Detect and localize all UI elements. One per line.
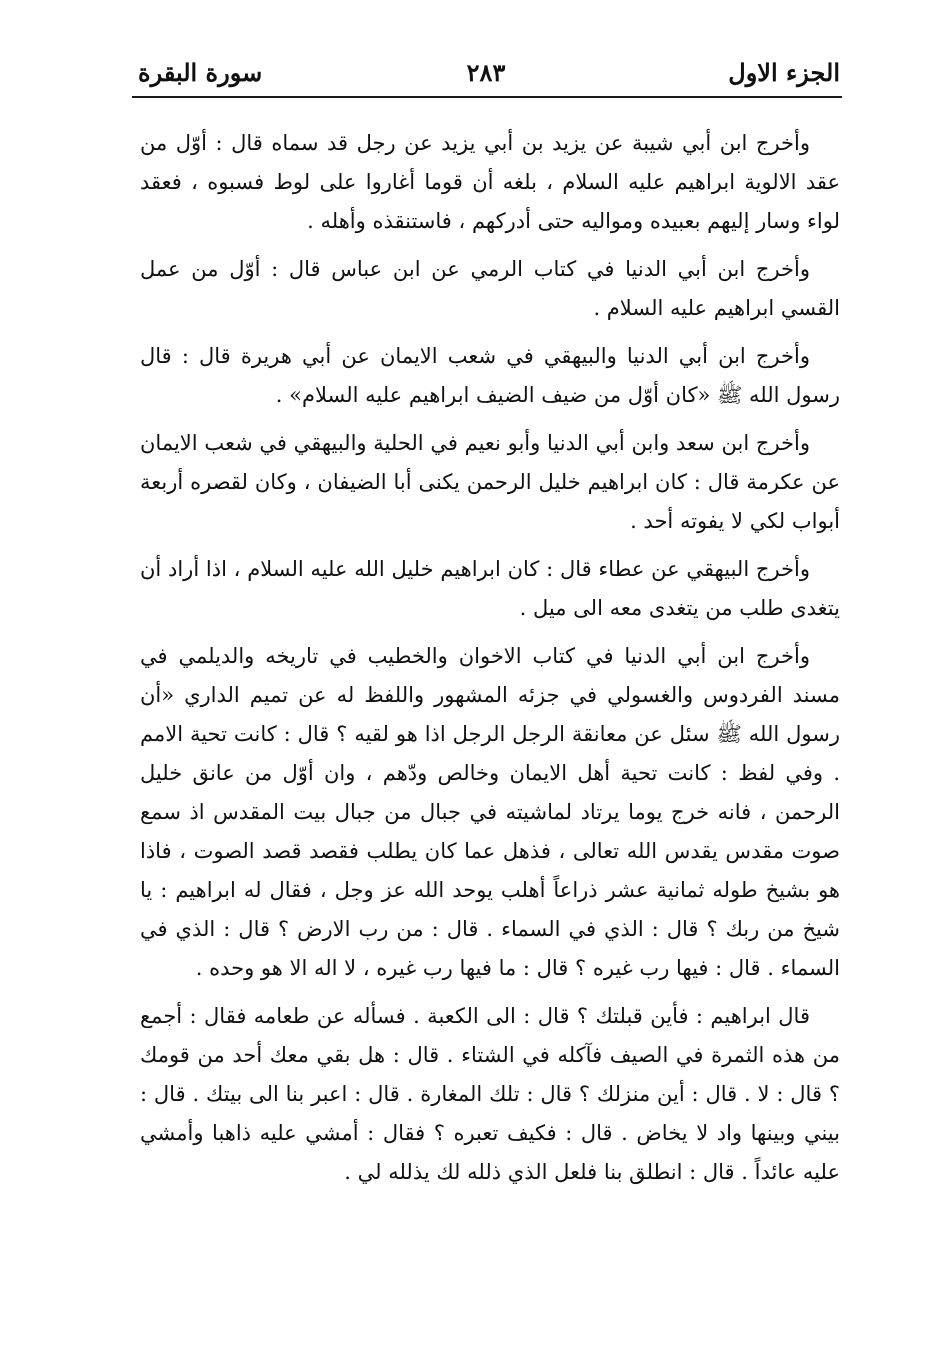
paragraph: وأخرج ابن أبي شيبة عن يزيد بن أبي يزيد عن رجل قد سماه قال : أوّل من عقد الالوية ابراهيم عليه السلام ، بلغه أن قوما أغاروا على لوط فسبوه ، فعقد لواء وسار إليهم بعبيده ومواليه حتى أدركهم ، فاستنقذه وأهله . [140,131,840,233]
paragraph: وأخرج البيهقي عن عطاء قال : كان ابراهيم خليل الله عليه السلام ، اذا أراد أن يتغدى طلب من يتغدى معه الى ميل . [140,557,840,620]
running-header [132,48,840,96]
page-body [140,124,840,1201]
header-divider [132,96,842,98]
page-number: ٢٨٣ [466,58,506,87]
paragraph: وأخرج ابن أبي الدنيا في كتاب الرمي عن ابن عباس قال : أوّل من عمل القسي ابراهيم عليه السلام . [140,257,840,320]
paragraph: وأخرج ابن أبي الدنيا في كتاب الاخوان والخطيب في تاريخه والديلمي في مسند الفردوس والغسولي في جزئه المشهور واللفظ له عن تميم الداري «أن رسول الله ﷺ سئل عن معانقة الرجل الرجل اذا هو لقيه ؟ قال : كانت تحية الامم . وفي لفظ : كانت تحية أهل الايمان وخالص ودّهم ، وان أوّل من عانق خليل الرحمن ، فانه خرج يوما يرتاد لماشيته في جبال من جبال بيت المقدس اذ سمع صوت مقدس يقدس الله تعالى ، فذهل عما كان يطلب فقصد قصد الصوت ، فاذا هو بشيخ طوله ثمانية عشر ذراعاً أهلب يوحد الله عز وجل ، فقال له ابراهيم : يا شيخ من ربك ؟ قال : الذي في السماء . قال : من رب الارض ؟ قال : الذي في السماء . قال : فيها رب غيره ؟ قال : ما فيها رب غيره ، لا اله الا هو وحده . [140,644,840,980]
volume-label: الجزء الاول [728,58,840,87]
surah-label: سورة البقرة [138,58,263,87]
paragraph: قال ابراهيم : فأين قبلتك ؟ قال : الى الكعبة . فسأله عن طعامه فقال : أجمع من هذه الثمرة في الصيف فآكله في الشتاء . قال : هل بقي معك أحد من قومك ؟ قال : لا . قال : أين منزلك ؟ قال : تلك المغارة . قال : اعبر بنا الى بيتك . قال : بيني وبينها واد لا يخاض . قال : فكيف تعبره ؟ فقال : أمشي عليه ذاهبا وأمشي عليه عائداً . قال : انطلق بنا فلعل الذي ذلله لك يذلله لي . [140,1004,840,1184]
paragraph: وأخرج ابن أبي الدنيا والبيهقي في شعب الايمان عن أبي هريرة قال : قال رسول الله ﷺ «كان أوّل من ضيف الضيف ابراهيم عليه السلام» . [140,344,840,407]
paragraph: وأخرج ابن سعد وابن أبي الدنيا وأبو نعيم في الحلية والبيهقي في شعب الايمان عن عكرمة قال : كان ابراهيم خليل الرحمن يكنى أبا الضيفان ، وكان لقصره أربعة أبواب لكي لا يفوته أحد . [140,431,840,533]
